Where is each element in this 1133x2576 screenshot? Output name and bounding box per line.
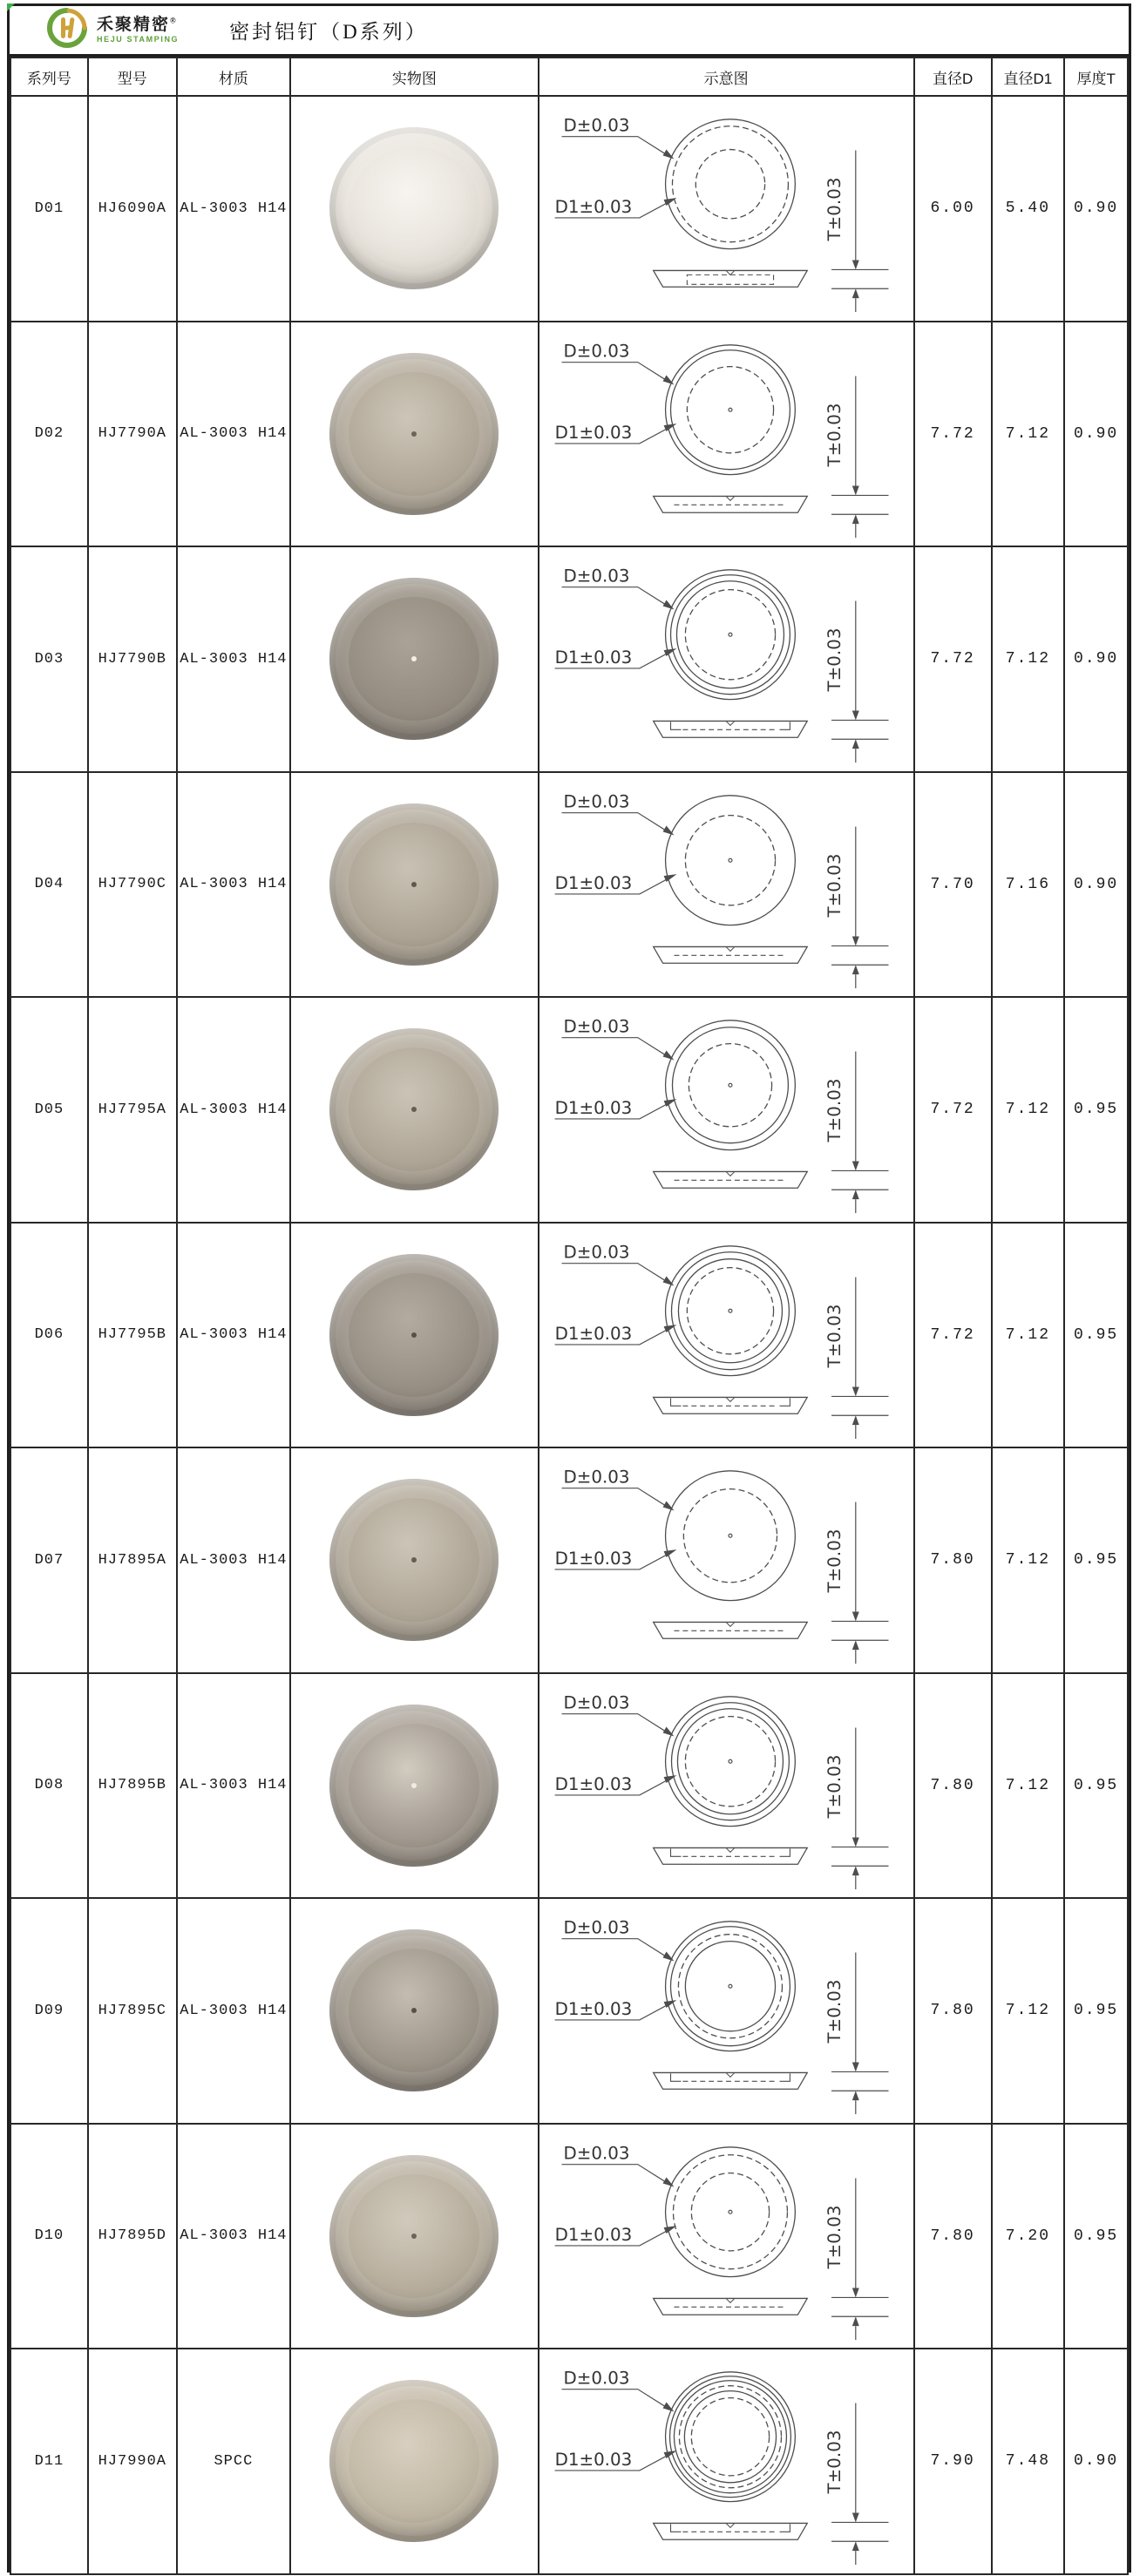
cell-model: HJ6090A [88,96,177,322]
schematic-drawing [539,100,913,316]
cell-diameter-d: 6.00 [914,96,992,322]
dim-label-t: T±0.03 [824,177,845,241]
product-photo [329,353,499,515]
photo-center-dot [411,431,417,437]
cell-diameter-d: 7.80 [914,1447,992,1673]
cell-photo [290,322,539,547]
photo-wrap [291,127,538,289]
cell-series: D04 [10,772,88,998]
dim-label-d: D±0.03 [563,2143,630,2164]
cell-material: AL-3003 H14 [177,1898,290,2124]
product-photo [329,2155,499,2317]
dim-label-t: T±0.03 [824,853,845,918]
schematic-drawing [539,551,913,767]
table-row [10,546,1128,772]
dim-label-t: T±0.03 [824,627,845,692]
schematic-drawing [539,2128,913,2344]
cell-model: HJ7790C [88,772,177,998]
cell-thickness-t: 0.95 [1064,2124,1128,2349]
page-title: 密封铝钉（D系列） [229,21,428,43]
cell-photo [290,1898,539,2124]
dim-label-d: D±0.03 [563,115,630,136]
product-photo [329,1254,499,1416]
cell-photo [290,1673,539,1899]
cell-thickness-t: 0.95 [1064,1673,1128,1899]
cell-series: D05 [10,997,88,1223]
table-row [10,2124,1128,2349]
cell-series: D02 [10,322,88,547]
product-photo [329,2380,499,2542]
cell-schematic [539,322,914,547]
cell-material: AL-3003 H14 [177,96,290,322]
product-photo [329,1705,499,1867]
cell-photo [290,1223,539,1448]
cell-series: D09 [10,1898,88,2124]
product-photo [329,803,499,966]
cell-schematic [539,2349,914,2574]
cell-diameter-d1: 7.12 [992,546,1065,772]
dim-label-d: D±0.03 [563,1242,630,1263]
schematic-drawing [539,1001,913,1217]
dim-label-d: D±0.03 [563,1016,630,1037]
cell-photo [290,997,539,1223]
cell-diameter-d: 7.80 [914,1673,992,1899]
col-header-diameter-d1: 直径D1 [992,58,1065,96]
dim-label-d: D±0.03 [563,341,630,362]
dim-label-d1: D1±0.03 [554,2450,633,2471]
dim-label-d1: D1±0.03 [554,872,633,893]
table-row [10,96,1128,322]
col-header-photo: 实物图 [290,58,539,96]
dim-label-d1: D1±0.03 [554,1999,633,2020]
cell-schematic [539,2124,914,2349]
cell-diameter-d1: 7.12 [992,1223,1065,1448]
product-photo [329,1028,499,1190]
registered-mark: ® [170,16,178,25]
cell-series: D07 [10,1447,88,1673]
col-header-schematic: 示意图 [539,58,914,96]
cell-diameter-d: 7.80 [914,2124,992,2349]
product-photo [329,1479,499,1641]
cell-diameter-d: 7.72 [914,997,992,1223]
cell-schematic [539,997,914,1223]
table-row [10,772,1128,998]
photo-center-dot [411,1783,417,1788]
dim-label-d1: D1±0.03 [554,2224,633,2245]
cell-material: AL-3003 H14 [177,1447,290,1673]
cell-material: AL-3003 H14 [177,1673,290,1899]
photo-wrap [291,353,538,515]
cell-thickness-t: 0.95 [1064,1898,1128,2124]
dim-label-t: T±0.03 [824,1979,845,2044]
cell-thickness-t: 0.95 [1064,997,1128,1223]
cell-material: AL-3003 H14 [177,2124,290,2349]
cell-thickness-t: 0.90 [1064,546,1128,772]
table-row [10,1223,1128,1448]
photo-wrap [291,1929,538,2091]
header-row [10,58,1128,96]
cell-material: AL-3003 H14 [177,772,290,998]
dim-label-d1: D1±0.03 [554,1098,633,1119]
cell-photo [290,2124,539,2349]
photo-wrap [291,1479,538,1641]
cell-model: HJ7795A [88,997,177,1223]
cell-model: HJ7790A [88,322,177,547]
dim-label-t: T±0.03 [824,2205,845,2269]
cell-model: HJ7795B [88,1223,177,1448]
dim-label-t: T±0.03 [824,403,845,467]
cell-diameter-d1: 7.16 [992,772,1065,998]
dim-label-t: T±0.03 [824,1304,845,1368]
photo-center-dot [411,882,417,887]
col-header-thickness-t: 厚度T [1064,58,1128,96]
schematic-drawing [539,776,913,993]
col-header-material: 材质 [177,58,290,96]
cell-material: AL-3003 H14 [177,546,290,772]
product-photo [329,578,499,740]
product-photo [329,127,499,289]
title-block [10,6,1129,57]
dim-label-d1: D1±0.03 [554,1773,633,1794]
cell-series: D10 [10,2124,88,2349]
corner-mark [7,3,15,11]
cell-diameter-d: 7.72 [914,322,992,547]
schematic-drawing [539,1678,913,1894]
dim-label-d1: D1±0.03 [554,647,633,668]
cell-diameter-d1: 7.12 [992,1447,1065,1673]
photo-center-dot [411,1332,417,1338]
cell-photo [290,546,539,772]
schematic-drawing [539,1227,913,1443]
cell-photo [290,2349,539,2574]
photo-wrap [291,1705,538,1867]
dim-label-d: D±0.03 [563,566,630,586]
brand-text [97,17,179,44]
schematic-drawing [539,1452,913,1668]
cell-series: D01 [10,96,88,322]
cell-photo [290,1447,539,1673]
dim-label-d: D±0.03 [563,791,630,812]
dim-label-d1: D1±0.03 [554,197,633,218]
cell-photo [290,772,539,998]
cell-schematic [539,772,914,998]
cell-schematic [539,1447,914,1673]
cell-diameter-d1: 7.48 [992,2349,1065,2574]
cell-diameter-d: 7.72 [914,546,992,772]
dim-label-d: D±0.03 [563,1467,630,1488]
schematic-drawing [539,1902,913,2118]
dim-label-t: T±0.03 [824,2430,845,2494]
cell-series: D06 [10,1223,88,1448]
cell-schematic [539,1673,914,1899]
cell-thickness-t: 0.95 [1064,1223,1128,1448]
cell-thickness-t: 0.90 [1064,2349,1128,2574]
dim-label-d1: D1±0.03 [554,1549,633,1569]
cell-photo [290,96,539,322]
cell-thickness-t: 0.95 [1064,1447,1128,1673]
table-row [10,1447,1128,1673]
cell-diameter-d: 7.70 [914,772,992,998]
dim-label-t: T±0.03 [824,1754,845,1819]
cell-diameter-d1: 5.40 [992,96,1065,322]
cell-diameter-d1: 7.12 [992,322,1065,547]
cell-schematic [539,1223,914,1448]
table-row [10,2349,1128,2574]
cell-thickness-t: 0.90 [1064,322,1128,547]
spec-table [10,57,1129,2575]
dim-label-d1: D1±0.03 [554,1323,633,1344]
brand-name-cn: 禾聚精密® [97,15,178,34]
dim-label-t: T±0.03 [824,1529,845,1593]
logo [46,7,179,53]
col-header-series: 系列号 [10,58,88,96]
table-row [10,997,1128,1223]
cell-series: D03 [10,546,88,772]
cell-diameter-d: 7.80 [914,1898,992,2124]
product-photo [329,1929,499,2091]
cell-material: AL-3003 H14 [177,322,290,547]
cell-model: HJ7895A [88,1447,177,1673]
photo-wrap [291,803,538,966]
cell-schematic [539,546,914,772]
photo-wrap [291,1254,538,1416]
cell-schematic [539,1898,914,2124]
photo-wrap [291,2380,538,2542]
dim-label-t: T±0.03 [824,1078,845,1142]
cell-model: HJ7790B [88,546,177,772]
photo-center-dot [411,2234,417,2239]
cell-material: AL-3003 H14 [177,997,290,1223]
cell-material: AL-3003 H14 [177,1223,290,1448]
cell-diameter-d1: 7.12 [992,1898,1065,2124]
sheet [7,3,1131,2573]
cell-diameter-d1: 7.20 [992,2124,1065,2349]
cell-series: D11 [10,2349,88,2574]
cell-model: HJ7990A [88,2349,177,2574]
cell-schematic [539,96,914,322]
photo-center-dot [411,1107,417,1112]
photo-wrap [291,1028,538,1190]
table-row [10,322,1128,547]
table-row [10,1898,1128,2124]
col-header-diameter-d: 直径D [914,58,992,96]
cell-diameter-d1: 7.12 [992,997,1065,1223]
photo-center-dot [411,1557,417,1563]
dim-label-d: D±0.03 [563,2368,630,2389]
heju-emblem-icon [46,7,88,53]
cell-model: HJ7895C [88,1898,177,2124]
dim-label-d: D±0.03 [563,1692,630,1713]
photo-center-dot [411,2008,417,2013]
table-row [10,1673,1128,1899]
schematic-drawing [539,2353,913,2569]
col-header-model: 型号 [88,58,177,96]
cell-model: HJ7895D [88,2124,177,2349]
cell-model: HJ7895B [88,1673,177,1899]
cell-thickness-t: 0.90 [1064,772,1128,998]
cell-material: SPCC [177,2349,290,2574]
dim-label-d1: D1±0.03 [554,422,633,443]
schematic-drawing [539,326,913,542]
photo-center-dot [411,656,417,661]
cell-diameter-d: 7.90 [914,2349,992,2574]
brand-name-en: HEJU STAMPING [97,34,180,44]
dim-label-d: D±0.03 [563,1917,630,1938]
cell-diameter-d1: 7.12 [992,1673,1065,1899]
photo-wrap [291,578,538,740]
cell-series: D08 [10,1673,88,1899]
cell-diameter-d: 7.72 [914,1223,992,1448]
cell-thickness-t: 0.90 [1064,96,1128,322]
photo-wrap [291,2155,538,2317]
